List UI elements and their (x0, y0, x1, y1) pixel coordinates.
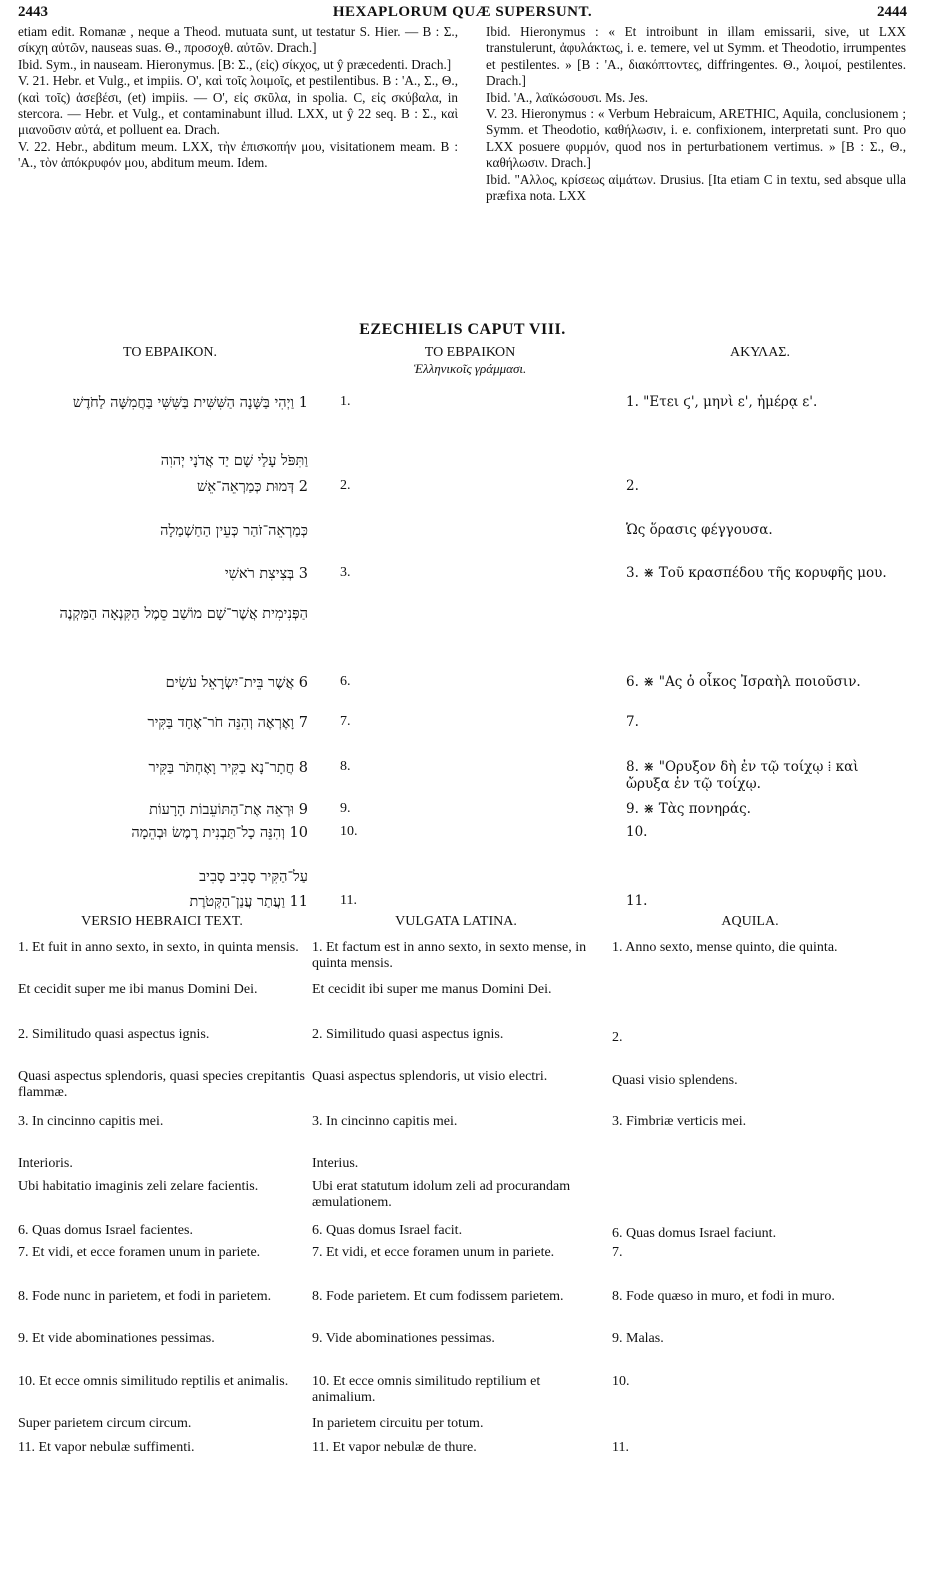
column-head-hebrew: ΤΟ ΕΒΡΑΙΚΟΝ. (123, 345, 217, 360)
versio-text: Super parietem circum circum. (18, 1416, 192, 1431)
vulgata-text: Ubi erat statutum idolum zeli ad procurandam æmulationem. (312, 1179, 571, 1210)
verse-number: 8. (340, 759, 351, 774)
verse-number: 7. (340, 714, 351, 729)
verse-number: 3. (340, 565, 351, 580)
vulgata-text: 11. Et vapor nebulæ de thure. (312, 1440, 477, 1455)
versio-text: Interioris. (18, 1156, 73, 1171)
versio-text: Et cecidit super me ibi manus Domini Dei. (18, 982, 258, 997)
versio-text: Quasi aspectus splendoris, quasi species crepitantis flammæ. (18, 1069, 305, 1100)
verse-number: 9. (340, 801, 351, 816)
verse-number: 6. (340, 674, 351, 689)
greek-text: 9. ⋇ Τὰς πονηράς. (626, 801, 751, 817)
column-head-translit (340, 345, 600, 377)
versio-text: 3. In cincinno capitis mei. (18, 1114, 164, 1129)
note-paragraph: Ibid. 'Α., λαϊκώσουσι. Ms. Jes. (486, 89, 649, 105)
greek-text: Ὡς ὅρασις φέγγουσα. (626, 522, 773, 538)
note-paragraph: V. 22. Hebr., abditum meum. LXX, τὴν ἐπισκοπήν μου, visitationem meam. B : 'Α., τὸν ἀπόκρυφόν μου, abditum meum. Idem. (18, 138, 458, 171)
greek-text: 3. ⋇ Τοῦ κρασπέδου τῆς κορυφῆς μου. (626, 565, 887, 581)
column-head-versio: VERSIO HEBRAICI TEXT. (81, 914, 243, 929)
hebrew-text: הַפְּנִימִית אֲשֶׁר־שָׁם מוֹשַׁב סֵמֶל הַקִּנְאָה הַמַּקְנֶה (59, 606, 308, 622)
greek-text: 7. (626, 714, 639, 730)
aquila-text: Quasi visio splendens. (612, 1073, 738, 1088)
versio-text: 6. Quas domus Israel facientes. (18, 1223, 193, 1238)
hebrew-text: וַתִּפֹּל עָלַי שָׁם יַד אֲדֹנָי יְהוִה (160, 453, 308, 469)
note-paragraph: etiam edit. Romanæ , neque a Theod. mutuata sunt, ut testatur S. Hier. — B : Σ., σίκχη αὐτῶν, nauseas suas. Θ., προσοχθ. αὐτῶν. Drach.] (18, 24, 458, 56)
greek-text: 1. "Ετει ϛ', μηνὶ ε', ἡμέρᾳ ε'. (626, 394, 818, 410)
hebrew-text: 3 בְּצִיצִת רֹאשִׁי (224, 566, 308, 582)
greek-text: 2. (626, 478, 639, 494)
aquila-text: 7. (612, 1245, 623, 1260)
hebrew-text: עַל־הַקִּיר סָבִיב סָבִיב (199, 869, 308, 885)
hebrew-text: 8 חֲתָר־נָא בַקִּיר וָאֶחְתֹּר בַּקִּיר (148, 760, 308, 776)
greek-text: 6. ⋇ "Ας ὁ οἶκος Ἰσραὴλ ποιοῦσιν. (626, 674, 861, 690)
hebrew-text: כְּמַרְאֵה־זֹהַר כְּעֵין הַחַשְׁמַלָה (160, 523, 308, 539)
hebrew-text: 2 דְּמוּת כְּמַרְאֵה־אֵשׁ (197, 479, 308, 495)
column-head-vulgata: VULGATA LATINA. (395, 914, 517, 929)
aquila-text: 1. Anno sexto, mense quinto, die quinta. (612, 940, 838, 955)
aquila-text: 10. (612, 1374, 630, 1389)
vulgata-text: 9. Vide abominationes pessimas. (312, 1331, 495, 1346)
hebrew-text: 6 אֲשֶׁר בֵּית־יִשְׂרָאֵל עֹשִׂים (165, 675, 308, 691)
greek-text: 10. (626, 824, 648, 840)
vulgata-text: 1. Et factum est in anno sexto, in sexto mense, in quinta mensis. (312, 940, 587, 971)
verse-number: 2. (340, 478, 351, 493)
chapter-title: EZECHIELIS CAPUT VIII. (359, 321, 566, 338)
note-paragraph: Ibid. "Αλλος, κρίσεως αἱμάτων. Drusius. [Ita etiam C in textu, sed absque ulla præfixa nota. LXX (486, 171, 906, 204)
versio-text: 2. Similitudo quasi aspectus ignis. (18, 1027, 210, 1042)
versio-text: 8. Fode nunc in parietem, et fodi in parietem. (18, 1289, 272, 1304)
vulgata-text: 7. Et vidi, et ecce foramen unum in pariete. (312, 1245, 555, 1260)
versio-text: 11. Et vapor nebulæ suffimenti. (18, 1440, 195, 1455)
column-head-translit-subtitle: Ἑλληνικοῖς γράμμασι. (413, 361, 527, 376)
note-paragraph: V. 21. Hebr. et Vulg., et impiis. Ο', καὶ τοῖς λοιμοῖς, et pestilentibus. B : 'Α., Σ., Θ., (καὶ τοῖς) ἀσεβέσι, (et) impiis. — Ο', εἰς σκῦλα, in spolia. C, εἰς σκύβαλα, in stercora. — Hebr. et Vulg., et contaminabunt illud. LXX, ut ŷ 22 seq. B : Σ., καὶ μιανοῦσιν αὐτά, et polluent ea. Drach. (18, 73, 458, 138)
versio-text: 10. Et ecce omnis similitudo reptilis et animalis. (18, 1374, 289, 1389)
hebrew-text: 11 וַעֲתַר עֲנַן־הַקְּטֹרֶת (189, 894, 308, 910)
vulgata-text: Interius. (312, 1156, 359, 1171)
vulgata-text: In parietem circuitu per totum. (312, 1416, 484, 1431)
vulgata-text: 6. Quas domus Israel facit. (312, 1223, 463, 1238)
page-number-left: 2443 (18, 4, 48, 20)
hebrew-text: 9 וּרְאֵה אֶת־הַתּוֹעֵבוֹת הָרָעוֹת (149, 802, 308, 818)
aquila-text: 6. Quas domus Israel faciunt. (612, 1226, 777, 1241)
vulgata-text: 2. Similitudo quasi aspectus ignis. (312, 1027, 504, 1042)
aquila-text: 3. Fimbriæ verticis mei. (612, 1114, 747, 1129)
notes-right-column (486, 24, 906, 204)
vulgata-text: 10. Et ecce omnis similitudo reptilium et animalium. (312, 1374, 541, 1405)
versio-text: Ubi habitatio imaginis zeli zelare facientis. (18, 1179, 259, 1194)
running-title: HEXAPLORUM QUÆ SUPERSUNT. (332, 4, 593, 20)
note-paragraph: V. 23. Hieronymus : « Verbum Hebraicum, ARETHIC, Aquila, conclusionem ; Symm. et Theodotio, καθήλωσιν, i. e. confixionem, interpretati sunt. Pro quo LXX posuere φυρμόν, quod nos in perturbationem vertimus. » [B : Σ., Θ., καθήλωσιν. Drach.] (486, 106, 906, 171)
hebrew-text: 10 וְהִנֵּה כָל־תַּבְנִית רֶמֶשׂ וּבְהֵמָה (131, 825, 308, 841)
vulgata-text: Quasi aspectus splendoris, ut visio electri. (312, 1069, 548, 1084)
versio-text: 7. Et vidi, et ecce foramen unum in pariete. (18, 1245, 261, 1260)
vulgata-text: 3. In cincinno capitis mei. (312, 1114, 458, 1129)
aquila-text: 2. (612, 1030, 623, 1045)
hebrew-text: 1 וַיְהִי בַּשָּׁנָה הַשִּׁשִּׁית בַּשִּׁשִּׁי בַּחֲמִשָּׁה לַחֹדֶשׁ (72, 395, 308, 411)
note-paragraph: Ibid. Sym., in nauseam. Hieronymus. [B: Σ., (εἰς) σίκχος, ut ŷ præcedenti. Drach.] (18, 56, 452, 72)
note-paragraph: Ibid. Hieronymus : « Et introibunt in illam emissarii, sive, ut LXX transtulerunt, ἀφυλάκτως, i. e. temere, vel ut Symm. et Theodotio, irrumpentes et pestilentes. » [B : 'Α., διακόπτοντες, diffringentes. Θ., λοιμοί, pestilentes. Drach.] (486, 24, 906, 89)
aquila-text: 8. Fode quæso in muro, et fodi in muro. (612, 1289, 835, 1304)
verse-number: 1. (340, 394, 351, 409)
column-head-aquila-latin: AQUILA. (721, 914, 779, 929)
page-number-right: 2444 (877, 4, 907, 20)
column-head-translit-title: ΤΟ ΕΒΡΑΙΚΟΝ (424, 345, 516, 360)
aquila-text: 9. Malas. (612, 1331, 664, 1346)
vulgata-text: 8. Fode parietem. Et cum fodissem parietem. (312, 1289, 564, 1304)
notes-left-column (18, 24, 458, 172)
greek-text: 8. ⋇ "Ορυξον δὴ ἐν τῷ τοίχῳ ⁞ καὶ ὤρυξα ἐν τῷ τοίχῳ. (626, 759, 859, 792)
aquila-text: 11. (612, 1440, 629, 1455)
running-header (18, 4, 907, 26)
verse-number: 10. (340, 824, 358, 839)
hebrew-text: 7 וָאֶרְאֶה וְהִנֵּה חֹר־אֶחָד בַּקִּיר (147, 715, 308, 731)
vulgata-text: Et cecidit ibi super me manus Domini Dei. (312, 982, 552, 997)
verse-number: 11. (340, 893, 357, 908)
greek-text: 11. (626, 893, 648, 909)
versio-text: 9. Et vide abominationes pessimas. (18, 1331, 215, 1346)
versio-text: 1. Et fuit in anno sexto, in sexto, in quinta mensis. (18, 940, 299, 955)
column-head-aquila-greek: ΑΚΥΛΑΣ. (730, 345, 790, 360)
